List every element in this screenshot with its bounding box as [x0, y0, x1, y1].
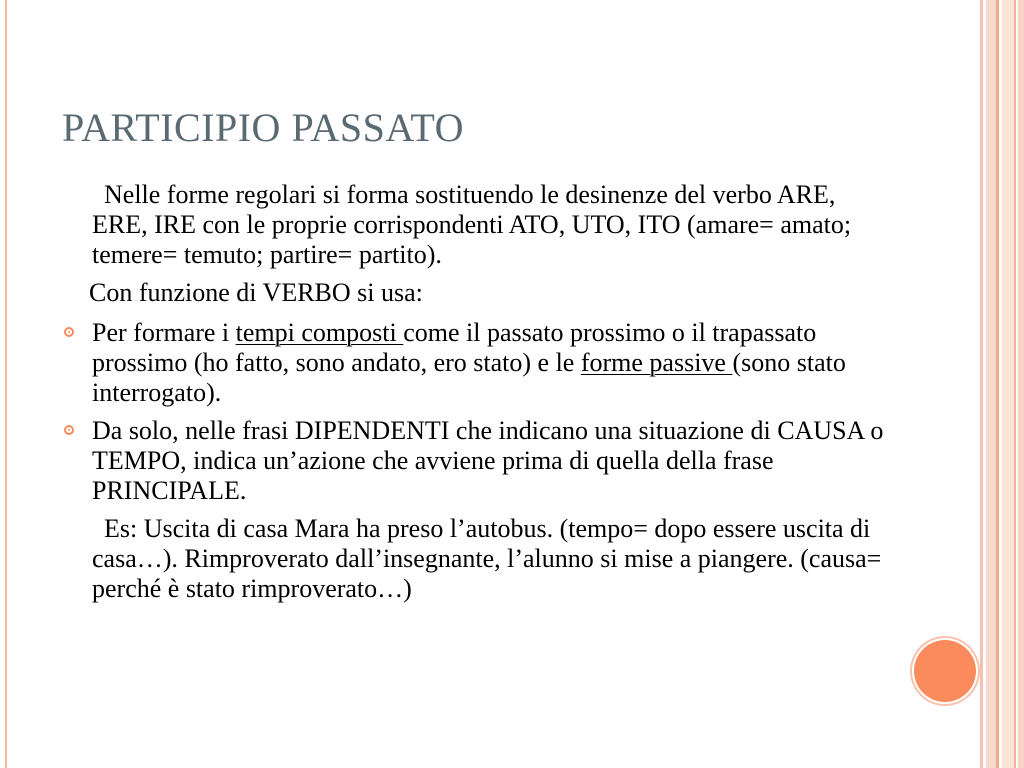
bullet-text-pre: Per formare i: [92, 318, 236, 347]
orange-circle-icon: [914, 640, 976, 702]
bullet-text: Da solo, nelle frasi DIPENDENTI che indicano una situazione di CAUSA o TEMPO, indica un’azione che avviene prima di quella della frase PRINCIPALE.: [92, 416, 884, 505]
circle-bullet-icon: [64, 425, 74, 435]
left-border-decoration: [5, 0, 7, 768]
underlined-term-tempi-composti: tempi composti: [235, 318, 404, 347]
right-stripe-decoration: [980, 0, 1024, 768]
example-paragraph: Es: Uscita di casa Mara ha preso l’autobus. (tempo= dopo essere uscita di casa…). Rimproverato dall’insegnante, l’alunno si mise a piangere. (causa= perché è stato rimproverato…): [92, 514, 882, 603]
underlined-term-forme-passive: forme passive: [580, 348, 733, 377]
bullet-text-mid: come il passato prossimo o il trapassato prossimo (ho fatto, sono andato, ero stato) e le: [92, 318, 817, 377]
lead-paragraph: Con funzione di VERBO si usa:: [89, 278, 423, 307]
bullet-item-tempi-composti: [92, 318, 892, 408]
bullet-text-post: (sono stato interrogato).: [92, 348, 846, 407]
slide-content: [89, 180, 892, 612]
circle-bullet-icon: [64, 327, 74, 337]
intro-paragraph: Nelle forme regolari si forma sostituendo le desinenze del verbo ARE, ERE, IRE con le proprie corrispondenti ATO, UTO, ITO (amare= amato; temere= temuto; partire= partito).: [92, 180, 852, 269]
slide-title: PARTICIPIO PASSATO: [62, 105, 464, 150]
bullet-item-da-solo: [92, 416, 892, 506]
